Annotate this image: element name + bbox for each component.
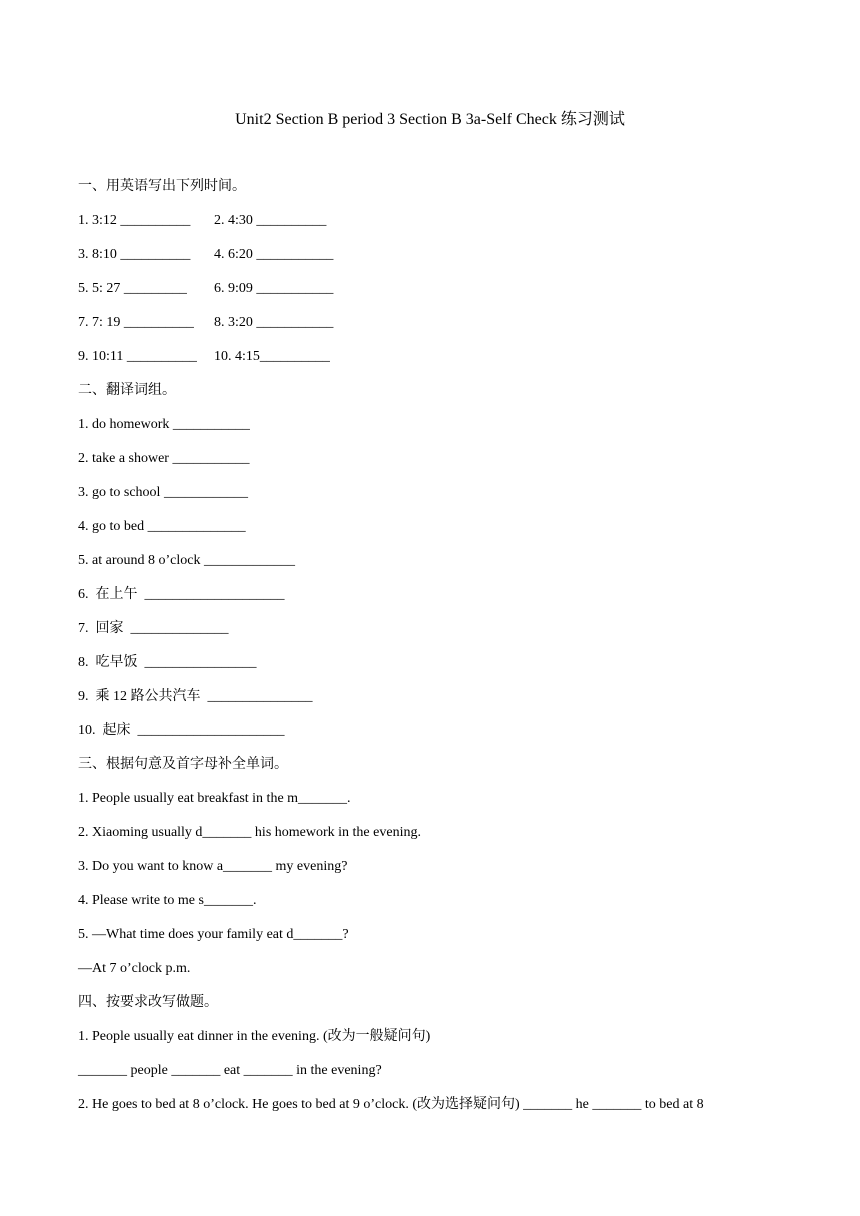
- complete-word-item: 1. People usually eat breakfast in the m_______.: [78, 791, 351, 806]
- section-heading-translate: 二、翻译词组。: [78, 383, 176, 398]
- rewrite-item: 1. People usually eat dinner in the evening. (改为一般疑问句): [78, 1029, 431, 1044]
- section-heading-time: 一、用英语写出下列时间。: [78, 179, 246, 194]
- time-row: [78, 210, 798, 244]
- translate-item: 7. 回家 ______________: [78, 621, 229, 636]
- time-item: 1. 3:12 __________: [78, 213, 191, 228]
- time-row: [78, 346, 798, 380]
- time-item: 6. 9:09 ___________: [214, 281, 334, 296]
- translate-item: 1. do homework ___________: [78, 417, 250, 432]
- time-item: 9. 10:11 __________: [78, 349, 197, 364]
- complete-word-answer: —At 7 o’clock p.m.: [78, 961, 191, 976]
- translate-item: 10. 起床 _____________________: [78, 723, 285, 738]
- worksheet-content: [78, 176, 798, 1128]
- section-heading-rewrite: 四、按要求改写做题。: [78, 995, 218, 1010]
- time-item: 5. 5: 27 _________: [78, 281, 187, 296]
- translate-item: 5. at around 8 o’clock _____________: [78, 553, 295, 568]
- translate-item: 2. take a shower ___________: [78, 451, 250, 466]
- time-item: 8. 3:20 ___________: [214, 315, 334, 330]
- time-row: [78, 244, 798, 278]
- section-heading-complete-words: 三、根据句意及首字母补全单词。: [78, 757, 288, 772]
- rewrite-item: 2. He goes to bed at 8 o’clock. He goes to bed at 9 o’clock. (改为选择疑问句) _______ he _______ to bed at 8: [78, 1097, 704, 1112]
- complete-word-item: 3. Do you want to know a_______ my evening?: [78, 859, 348, 874]
- complete-word-item: 5. —What time does your family eat d_______?: [78, 927, 349, 942]
- time-item: 2. 4:30 __________: [214, 213, 327, 228]
- complete-word-item: 2. Xiaoming usually d_______ his homework in the evening.: [78, 825, 421, 840]
- time-item: 7. 7: 19 __________: [78, 315, 194, 330]
- page-title: Unit2 Section B period 3 Section B 3a-Self Check 练习测试: [235, 111, 625, 128]
- translate-item: 3. go to school ____________: [78, 485, 248, 500]
- time-item: 4. 6:20 ___________: [214, 247, 334, 262]
- translate-item: 4. go to bed ______________: [78, 519, 246, 534]
- translate-item: 9. 乘 12 路公共汽车 _______________: [78, 689, 313, 704]
- translate-item: 8. 吃早饭 ________________: [78, 655, 257, 670]
- time-item: 10. 4:15__________: [214, 349, 330, 364]
- rewrite-blank-line: _______ people _______ eat _______ in the evening?: [78, 1063, 382, 1078]
- complete-word-item: 4. Please write to me s_______.: [78, 893, 257, 908]
- time-row: [78, 278, 798, 312]
- time-item: 3. 8:10 __________: [78, 247, 191, 262]
- translate-item: 6. 在上午 ____________________: [78, 587, 285, 602]
- time-row: [78, 312, 798, 346]
